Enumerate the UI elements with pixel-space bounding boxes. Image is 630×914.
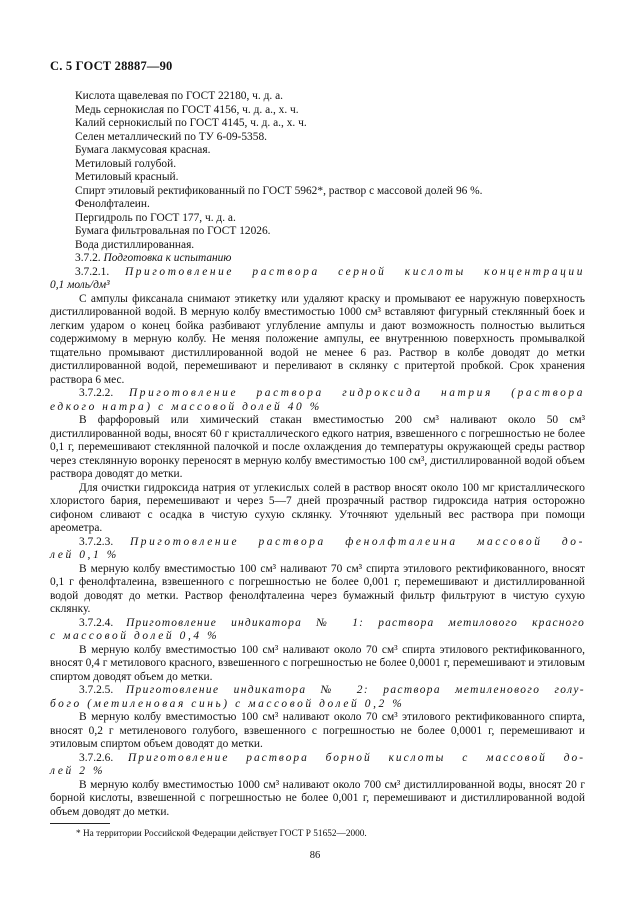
reagent-item: Калий сернокислый по ГОСТ 4145, ч. д. а., х. ч. <box>75 117 307 129</box>
paragraph: В фарфоровый или химический стакан вместимостью 200 см³ наливают около 50 см³ дистиллированной воды, вносят 60 г кристаллического едкого натрия, взвешенного с погрешностью не более 0,1 г, перемешивают стеклянной палочкой и после охлаждения до температуры окружающей среды раствор через стеклянную воронку переносят в мерную колбу вместимостью 100 см³, дистиллированной водой объем раствора доводят до метки. <box>50 414 585 480</box>
paragraph: Для очистки гидроксида натрия от углекислых солей в раствор вносят около 100 мг кристаллического хлористого бария, перемешивают и через 5—7 дней прозрачный раствор гидроксида натрия осторожно сифоном сливают с осадка в чистую сухую склянку. Уточняют удельный вес раствора при помощи ареометра. <box>50 481 585 534</box>
paragraph: В мерную колбу вместимостью 100 см³ наливают 70 см³ спирта этилового ректификованного, вносят 0,1 г фенолфталеина, взвешенного с погрешностью не более 0,001 г, перемешивают и дистиллированной водой доводят до метки. Раствор фенолфталеина через бумажный фильтр фильтруют в чистую сухую склянку. <box>50 562 585 615</box>
section-number: 3.7.2.2. <box>79 387 114 399</box>
section-title-line <box>50 617 585 631</box>
reagent-item: Кислота щавелевая по ГОСТ 22180, ч. д. а. <box>75 90 284 102</box>
section-title-line: лей 2 % <box>50 765 106 777</box>
paragraph: В мерную колбу вместимостью 100 см³ наливают около 70 см³ спирта этилового ректификованного, вносят 0,4 г метилового красного, взвешенного с погрешностью не более 0,0001 г, перемешивают и этиловым спиртом доводят объем до метки. <box>50 643 585 683</box>
section-title: Подготовка к испытанию <box>103 252 232 264</box>
document-body <box>50 90 585 819</box>
section-number: 3.7.2.3. <box>79 535 114 548</box>
section-title: Приготовление индикатора № 2: раствора метиленового голу- <box>125 684 585 696</box>
reagent-item: Бумага фильтровальная по ГОСТ 12026. <box>75 225 271 237</box>
section-number: 3.7.2.5. <box>79 684 114 696</box>
section-title-line: 0,1 моль/дм³ <box>50 279 110 291</box>
reagent-item: Бумага лакмусовая красная. <box>75 144 211 156</box>
reagent-item: Селен металлический по ТУ 6-09-5358. <box>75 130 267 143</box>
page-header: С. 5 ГОСТ 28887—90 <box>50 59 173 73</box>
section-title-line <box>50 684 585 698</box>
section-title-line <box>50 266 585 280</box>
section-title: Приготовление раствора борной кислоты с массовой до- <box>128 751 585 764</box>
reagent-item: Вода дистиллированная. <box>75 238 195 251</box>
section-title: Приготовление индикатора № 1: раствора метилового красного <box>126 616 585 629</box>
section-title-line <box>50 387 585 401</box>
section-number: 3.7.2. <box>75 252 101 264</box>
footnote-divider <box>50 823 110 824</box>
section-heading-3-7-2 <box>50 252 585 266</box>
section-title-line: едкого натра) с массовой долей 40 % <box>50 400 322 413</box>
page-number: 86 <box>309 850 321 861</box>
section-number: 3.7.2.4. <box>79 616 114 629</box>
paragraph: В мерную колбу вместимостью 100 см³ наливают около 70 см³ этилового ректификованного спирта, вносят 0,2 г метиленового голубого, взвешенного с погрешностью не более 0,0001 г, перемешивают и этиловым спиртом объем доводят до метки. <box>50 711 585 750</box>
reagent-item: Пергидроль по ГОСТ 177, ч. д. а. <box>75 211 236 224</box>
section-number: 3.7.2.6. <box>79 751 114 764</box>
reagent-item: Метиловый красный. <box>75 171 179 183</box>
footnote: * На территории Российской Федерации действует ГОСТ Р 51652—2000. <box>76 829 367 839</box>
section-title-line: с массовой долей 0,4 % <box>50 630 220 642</box>
section-title-line <box>50 536 585 550</box>
reagent-list <box>50 90 585 252</box>
reagent-item: Медь сернокислая по ГОСТ 4156, ч. д. а., х. ч. <box>75 103 299 116</box>
section-title: Приготовление раствора серной кислоты концентрации <box>124 265 585 278</box>
reagent-item: Спирт этиловый ректификованный по ГОСТ 5962*, раствор с массовой долей 96 %. <box>75 184 483 197</box>
section-title: Приготовление раствора гидроксида натрия (раствора <box>128 387 585 399</box>
paragraph: В мерную колбу вместимостью 1000 см³ наливают около 700 см³ дистиллированной воды, вносят 20 г борной кислоты, взвешенной с погрешностью не более 0,001 г, перемешивают и дистиллированной водой объем доводят до метки. <box>50 778 585 818</box>
section-title-line <box>50 752 585 766</box>
reagent-item: Метиловый голубой. <box>75 157 177 170</box>
section-title-line: бого (метиленовая синь) с массовой долей 0,2 % <box>50 697 405 710</box>
paragraph: С ампулы фиксанала снимают этикетку или удаляют краску и промывают ее наружную поверхность дистиллированной водой. В мерную колбу вместимостью 1000 см³ вставляют фигурный стеклянный боек и легким ударом о конец бойка разбивают углубление ампулы и дают возможность полностью вылиться содержимому в мерную колбу. Не меняя положение ампулы, ее внутреннюю поверхность промывалкой тщательно промывают дистиллированной водой не менее 6 раз. Раствор в колбе доводят до метки дистиллированной водой, перемешивают и переливают в склянку с притертой пробкой. Срок хранения раствора 6 мес. <box>50 292 585 386</box>
reagent-item: Фенолфталеин. <box>75 198 150 210</box>
section-title-line: лей 0,1 % <box>50 549 119 561</box>
section-title: Приготовление раствора фенолфталеина массовой до- <box>129 535 585 548</box>
section-number: 3.7.2.1. <box>75 265 110 278</box>
